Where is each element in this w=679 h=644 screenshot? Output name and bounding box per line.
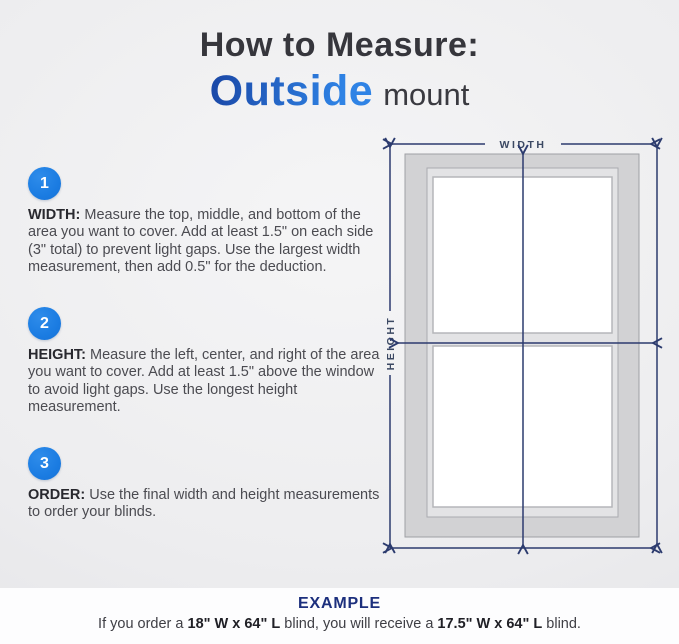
width-label: WIDTH	[499, 139, 547, 151]
step-2-body: Measure the left, center, and right of the area you want to cover. Add at least 1.5" above the window to avoid light gaps. Use the longest height measurement.	[28, 347, 380, 415]
step-1-body: Measure the top, middle, and bottom of the area you want to cover. Add at least 1.5" on each side (3" total) to prevent light gaps. Use the largest width measurement, then add 0.5" for the deduction.	[28, 207, 374, 275]
example-middle: blind, you will receive a	[280, 616, 438, 632]
example-section	[0, 588, 679, 644]
example-prefix: If you order a	[98, 616, 188, 632]
example-sentence	[0, 616, 679, 632]
step-order	[28, 447, 380, 522]
step-3-badge: 3	[28, 447, 61, 480]
step-1-label: WIDTH:	[28, 207, 81, 223]
example-heading: EXAMPLE	[298, 595, 381, 612]
step-2-text	[28, 347, 380, 416]
step-3-label: ORDER:	[28, 487, 86, 503]
page-title	[0, 26, 679, 116]
window-diagram-svg	[375, 128, 675, 573]
step-3-text	[28, 487, 380, 522]
title-highlight: Outside	[209, 67, 374, 115]
height-label: HEIGHT	[385, 315, 397, 371]
title-line2	[0, 67, 679, 116]
step-3-body: Use the final width and height measurements to order your blinds.	[28, 487, 380, 521]
title-suffix: mount	[383, 77, 470, 112]
title-line1: How to Measure:	[199, 26, 480, 64]
step-1-text	[28, 207, 380, 276]
example-ordered-size: 18" W x 64" L	[187, 616, 281, 632]
example-received-size: 17.5" W x 64" L	[437, 616, 543, 632]
step-height	[28, 307, 380, 416]
step-2-badge: 2	[28, 307, 61, 340]
step-2-label: HEIGHT:	[28, 347, 86, 363]
window-measurement-diagram	[375, 128, 675, 573]
example-suffix: blind.	[542, 616, 581, 632]
step-1-badge: 1	[28, 167, 61, 200]
step-width	[28, 167, 380, 276]
